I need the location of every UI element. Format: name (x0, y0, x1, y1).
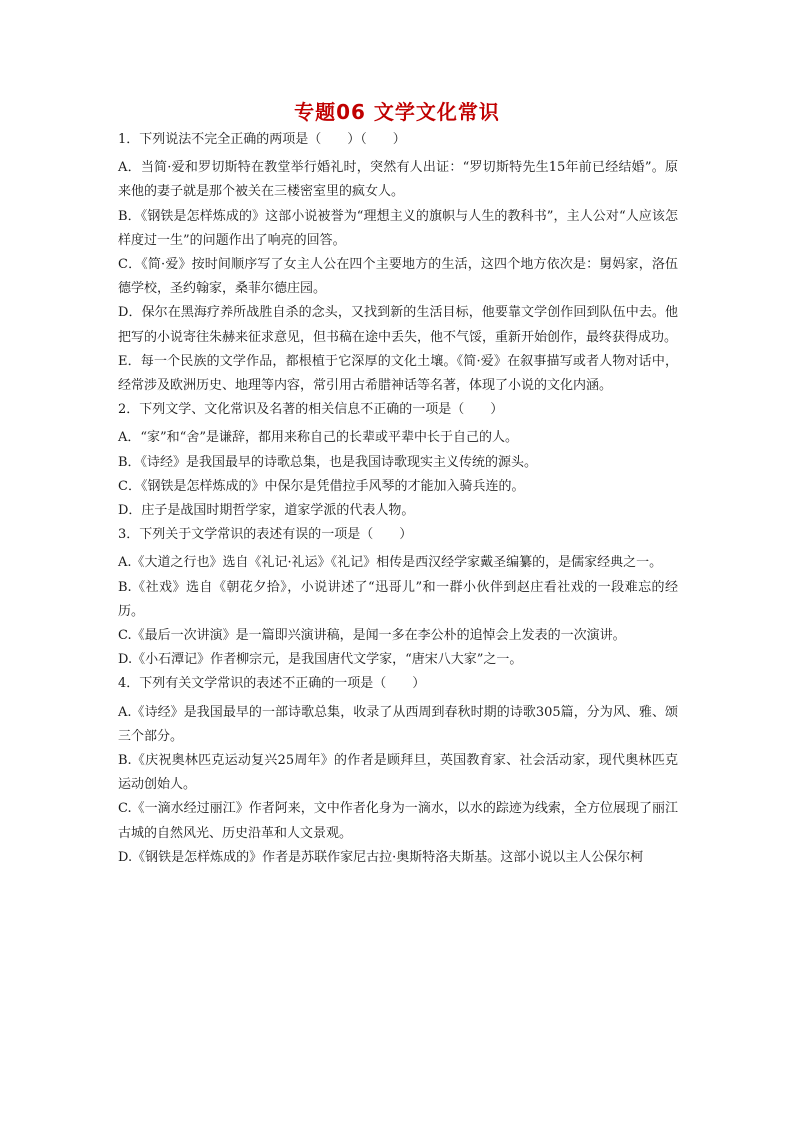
option-d: D.《小石潭记》作者柳宗元，是我国唐代文学家，“唐宋八大家”之一。 (118, 652, 523, 668)
option-b: B．《钢铁是怎样炼成的》这部小说被誉为“理想主义的旗帜与人生的教科书”，主人公对“人应该怎样度过一生”的问题作出了响亮的回答。 (118, 208, 678, 248)
option-c: C.《一滴水经过丽江》作者阿来，文中作者化身为一滴水，以水的踪迹为线索，全方位展现了丽江古城的自然风光、历史沿革和人文景观。 (118, 801, 678, 841)
option-a: A．“家”和“舍”是谦辞，都用来称自己的长辈或平辈中长于自己的人。 (118, 430, 518, 446)
option-b: B.《庆祝奥林匹克运动复兴25周年》的作者是顾拜旦，英国教育家、社会活动家，现代奥林匹克运动创始人。 (118, 753, 678, 793)
question-stem: 3．下列关于文学常识的表述有误的一项是（ ） (118, 527, 413, 543)
option-a: A.《大道之行也》选自《礼记·礼运》《礼记》相传是西汉经学家戴圣编纂的，是儒家经典之一。 (118, 555, 663, 571)
question-3 (118, 523, 678, 672)
option-b: B．《诗经》是我国最早的诗歌总集，也是我国诗歌现实主义传统的源头。 (118, 454, 538, 470)
page-title: 专题06 文学文化常识 (294, 100, 500, 124)
question-1 (118, 128, 678, 398)
option-a: A．当简·爱和罗切斯特在教堂举行婚礼时，突然有人出证：“罗切斯特先生15年前已经结婚”。原来他的妻子就是那个被关在三楼密室里的疯女人。 (118, 160, 678, 200)
question-stem: 1．下列说法不完全正确的两项是（ ）（ ） (118, 132, 406, 147)
option-d: D.《钢铁是怎样炼成的》作者是苏联作家尼古拉·奥斯特洛夫斯基。这部小说以主人公保尔柯 (118, 849, 644, 865)
question-stem: 4．下列有关文学常识的表述不正确的一项是（ ） (118, 676, 426, 692)
option-c: C．《钢铁是怎样炼成的》中保尔是凭借拉手风琴的才能加入骑兵连的。 (118, 478, 525, 494)
question-list (118, 128, 678, 870)
option-a: A.《诗经》是我国最早的一部诗歌总集，收录了从西周到春秋时期的诗歌305篇，分为风、雅、颂三个部分。 (118, 704, 678, 744)
option-e: E．每一个民族的文学作品，都根植于它深厚的文化土壤。《简·爱》在叙事描写或者人物对话中，经常涉及欧洲历史、地理等内容，常引用古希腊神话等名著，体现了小说的文化内涵。 (118, 353, 678, 394)
option-b: B.《社戏》选自《朝花夕拾》，小说讲述了“迅哥儿”和一群小伙伴到赵庄看社戏的一段难忘的经历。 (118, 579, 678, 619)
question-stem: 2．下列文学、文化常识及名著的相关信息不正确的一项是（ ） (118, 402, 504, 418)
option-d: D．保尔在黑海疗养所战胜自杀的念头，又找到新的生活目标，他要靠文学创作回到队伍中去。他把写的小说寄往朱赫来征求意见，但书稿在途中丢失，他不气馁，重新开始创作，最终获得成功。 (118, 305, 678, 345)
option-d: D．庄子是战国时期哲学家，道家学派的代表人物。 (118, 503, 415, 519)
option-c: C．《简·爱》按时间顺序写了女主人公在四个主要地方的生活，这四个地方依次是：舅妈家，洛伍德学校，圣约翰家，桑菲尔德庄园。 (118, 257, 678, 297)
question-4 (118, 672, 678, 870)
option-c: C.《最后一次讲演》是一篇即兴演讲稿，是闻一多在李公朴的追悼会上发表的一次演讲。 (118, 628, 626, 644)
question-2 (118, 398, 678, 523)
